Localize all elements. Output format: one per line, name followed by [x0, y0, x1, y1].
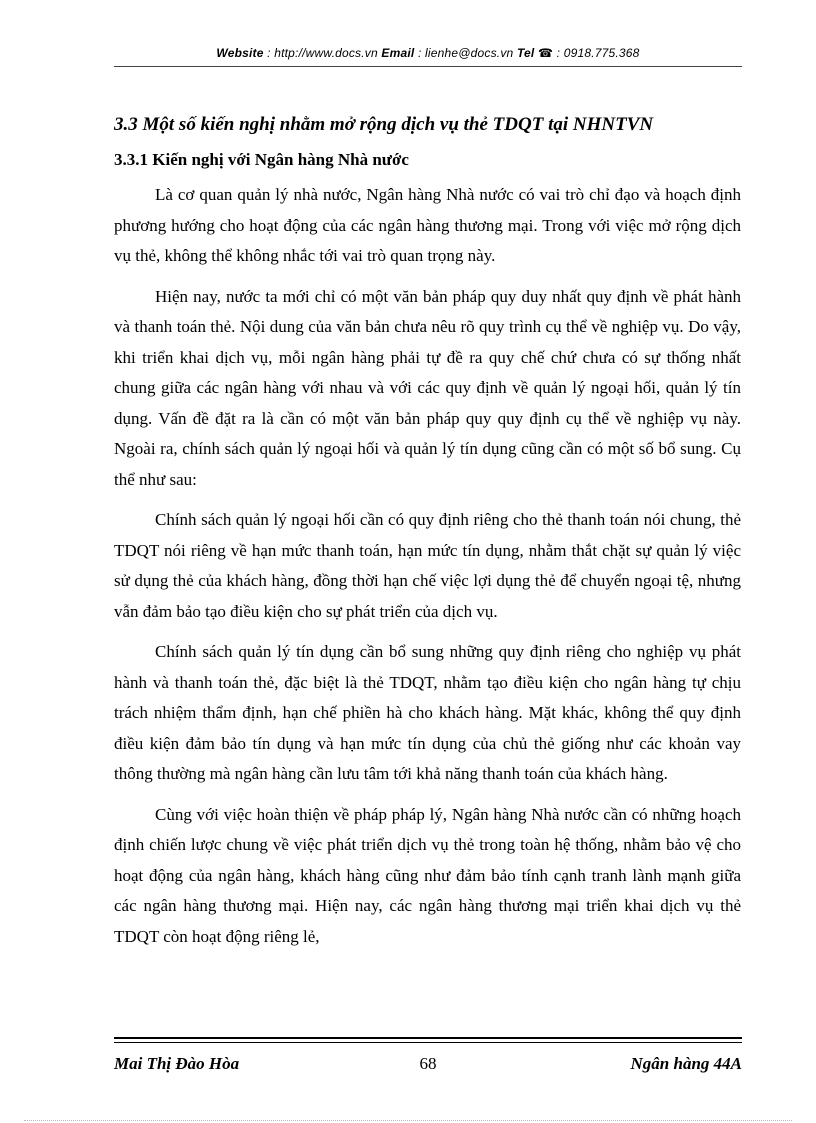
paragraph-3: Chính sách quản lý ngoại hối cần có quy định riêng cho thẻ thanh toán nói chung, thẻ TDQT nói riêng về hạn mức thanh toán, hạn mức tín dụng, nhằm thắt chặt sự quản lý việc sử dụng thẻ của khách hàng, đồng thời hạn chế việc lợi dụng thẻ để chuyển ngoại tệ, nhưng vẫn đảm bảo tạo điều kiện cho sự phát triển của dịch vụ. — [114, 510, 741, 621]
tel-value: : 0918.775.368 — [553, 46, 640, 60]
paragraph-1: Là cơ quan quản lý nhà nước, Ngân hàng Nhà nước có vai trò chỉ đạo và hoạch định phương hướng cho hoạt động của các ngân hàng thương mại. Trong với việc mở rộng dịch vụ thẻ, không thể không nhắc tới vai trò quan trọng này. — [114, 185, 741, 265]
section-title: 3.3 Một số kiến nghị nhằm mở rộng dịch vụ thẻ TDQT tại NHNTVN — [114, 114, 654, 135]
body-text — [114, 180, 741, 962]
paragraph-4: Chính sách quản lý tín dụng cần bổ sung những quy định riêng cho nghiệp vụ phát hành và thanh toán thẻ, đặc biệt là thẻ TDQT, nhằm tạo điều kiện cho ngân hàng tự chịu trách nhiệm thẩm định, hạn chế phiền hà cho khách hàng. Mặt khác, không thể quy định điều kiện đảm bảo tín dụng và hạn mức tín dụng của chủ thẻ giống như các khoản vay thông thường mà ngân hàng cần lưu tâm tới khả năng thanh toán của khách hàng. — [114, 642, 741, 783]
footer-divider-thin — [114, 1042, 742, 1043]
header-divider — [114, 66, 742, 67]
page-number: 68 — [419, 1054, 437, 1073]
page-header — [114, 46, 742, 60]
footer-divider-thick — [114, 1037, 742, 1039]
page-edge-dotted-line — [24, 1120, 792, 1121]
tel-label: Tel — [516, 46, 535, 60]
footer-author: Mai Thị Đào Hòa — [114, 1054, 240, 1073]
footer-class: Ngân hàng 44A — [630, 1054, 742, 1073]
email-value: : lienhe@docs.vn — [414, 46, 517, 60]
website-value: : http://www.docs.vn — [263, 46, 382, 60]
phone-icon: ☎ — [537, 46, 554, 60]
paragraph-2: Hiện nay, nước ta mới chỉ có một văn bản pháp quy duy nhất quy định về phát hành và thanh toán thẻ. Nội dung của văn bản chưa nêu rõ quy trình cụ thể về nghiệp vụ. Do vậy, khi triển khai dịch vụ, mỗi ngân hàng phải tự đề ra quy chế chứ chưa có sự thống nhất chung giữa các ngân hàng với nhau và với các quy định về quản lý ngoại hối, quản lý tín dụng. Vấn đề đặt ra là cần có một văn bản pháp quy quy định cụ thể về nghiệp vụ này. Ngoài ra, chính sách quản lý ngoại hối và quản lý tín dụng cũng cần có một số bổ sung. Cụ thể như sau: — [114, 286, 741, 489]
email-label: Email — [381, 46, 415, 60]
paragraph-5: Cùng với việc hoàn thiện về pháp pháp lý, Ngân hàng Nhà nước cần có những hoạch định chiến lược chung về việc phát triển dịch vụ thẻ trong toàn hệ thống, nhằm bảo vệ cho hoạt động của ngân hàng, khách hàng cũng như đảm bảo tính cạnh tranh lành mạnh giữa các ngân hàng thương mại. Hiện nay, các ngân hàng thương mại triển khai dịch vụ thẻ TDQT còn hoạt động riêng lẻ, — [114, 804, 741, 946]
website-label: Website — [216, 46, 264, 60]
subsection-title: 3.3.1 Kiến nghị với Ngân hàng Nhà nước — [114, 150, 409, 169]
